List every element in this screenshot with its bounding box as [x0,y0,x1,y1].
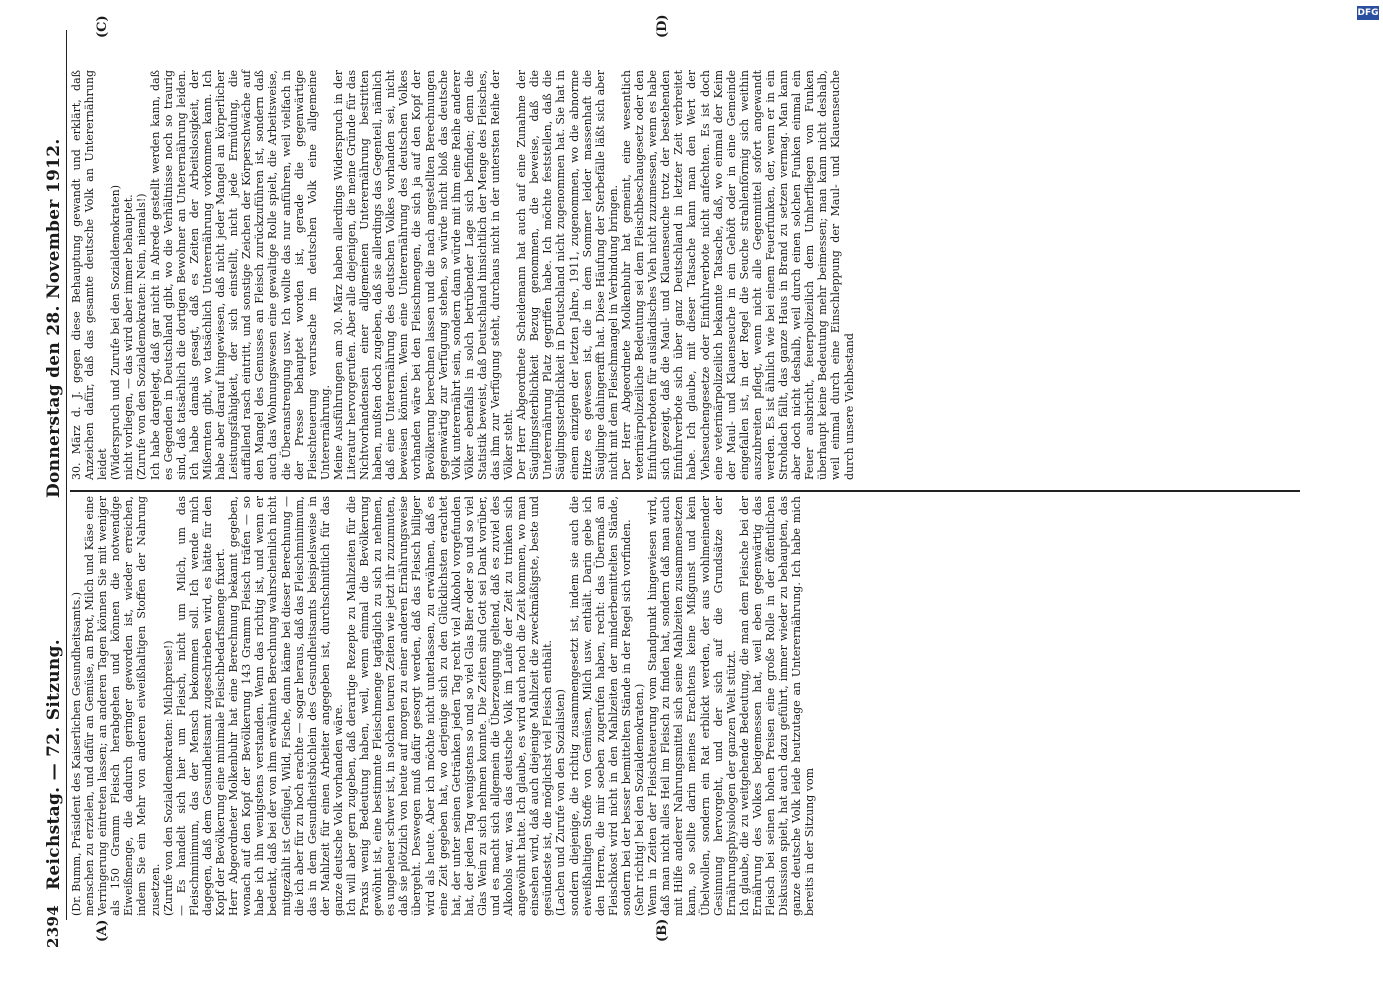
left-column-paragraph: sondern diejenige, die richtig zusammengesetzt ist, indem sie auch die eiweißhaltigen Stoffe von Gemüsen, Milch usw. enthält. Darin gebe ich den Herren, die mir soeben zugerufen haben, recht: das Übermaß an Fleischkost wird nicht in den Mahlzeiten der minderbemittelten Stände, sondern bei der besser bemittelten Stände in der Regel sich vorfinden. [567,496,633,916]
margin-marker-d: (D) [655,14,670,38]
margin-marker-a: (A) [95,919,110,942]
header-left-title: Reichstag. — 72. Sitzung. [44,639,64,890]
right-column-paragraph: Meine Ausführungen am 30. März haben allerdings Widerspruch in der Literatur hervorgerufen. Aber alle diejenigen, die meine Gründe für das Nichtvorhandensein einer allgemeinen Unterernährung bestritten haben, mußten doch zugeben, daß sie allerdings das Gegenteil, nämlich daß eine Unterernährung des deutschen Volkes vorhanden sei, nicht beweisen könnten. Wenn eine Unterernährung des deutschen Volkes vorhanden wäre bei den Fleischmengen, die sich ja auf den Kopf der Bevölkerung berechnen lassen und die nach angestellten Berechnungen gegenwärtig zur Verfügung stehen, so würde nicht bloß das deutsche Volk unterernährt sein, sondern dann würde mit ihm eine Reihe anderer Völker ebenfalls in solch betrübender Lage sich befinden; denn die Statistik beweist, daß Deutschland hinsichtlich der Menge des Fleisches, das ihm zur Verfügung steht, durchaus nicht in der untersten Reihe der Völker steht. [331,70,516,480]
left-column-paragraph: Ich glaube, die zu weitgehende Bedeutung, die man dem Fleische bei der Ernährung des Volkes beigemessen hat, weil eben gegenwärtig das Fleisch bei seinen hohen Preisen eine große Rolle in der öffentlichen Diskussion spielt, hat auch dazu geführt, immer wieder zu behaupten, das ganze deutsche Volk leide heutzutage an Unterernährung. Ich habe mich bereits in der Sitzung vom [737,496,817,916]
right-column-paragraph: Ich habe dargelegt, daß gar nicht in Abrede gestellt werden kann, daß es Gegenden in Deutschland gibt, wo die Verhältnisse noch so traurig sind, daß tatsächlich die dortigen Bewohner an Unterernährung leiden. Ich habe damals gesagt, daß es Zeiten der Arbeitslosigkeit, der Mißernten gibt, wo tatsächlich Unterernährung vorkommen kann. Ich habe aber darauf hingewiesen, daß nicht jeder Mangel an körperlicher Leistungsfähigkeit, der sich einstellt, nicht jede Ermüdung, die auffallend rasch eintritt, und sonstige Zeichen der Körperschwäche auf den Mangel des Genusses an Fleisch zurückzuführen ist, sondern daß auch das Wohnungswesen eine gewaltige Rolle spielt, die Arbeitsweise, die Überanstrengung usw. Ich wollte das nur anführen, weil vielfach in der Presse behauptet worden ist, gerade die gegenwärtige Fleischteuerung verursache im deutschen Volk eine allgemeine Unterernährung. [148,70,332,480]
right-column-paragraph: Der Herr Abgeordnete Molkenbuhr hat gemeint, eine wesentlich veterinärpolizeiliche Bedeutung sei dem Fleischbeschaugesetz oder den Einfuhrverboten für ausländisches Vieh nicht zuzumessen, wenn es habe sich gezeigt, daß die Maul- und Klauenseuche trotz der bestehenden Einfuhrverbote sich über ganz Deutschland in letzter Zeit verbreitet habe. Ich glaube, mit dieser Tatsache kann man den Wert der Viehseuchengesetze oder Einfuhrverbote nicht anfechten. Es ist doch eine veterinärpolizeilich bekannte Tatsache, daß, wo einmal der Keim der Maul- und Klauenseuche in ein Gehöft oder in eine Gemeinde eingefallen ist, in der Regel die Seuche strahlenförmig sich weithin auszubreiten pflegt, wenn nicht alle Gegenmittel sofort angewandt werden. Es ist ähnlich wie bei einem Feuerfunken, der, wenn er in ein Strohdach fällt, das ganze Haus in Brand zu setzen vermag. Man kann aber doch nicht deshalb, weil durch einen solchen Funken einmal ein Feuer ausbricht, feuerpolizeilich dem Umherfliegen von Funken überhaupt keine Bedeutung mehr beimessen; man kann nicht deshalb, weil einmal durch eine Einschleppung der Maul- und Klauenseuche durch unsere Viehbestand [619,70,856,480]
left-column-paragraph: Wenn in Zeiten der Fleischteuerung vom Standpunkt hingewiesen wird, daß man nicht alles Heil im Fleisch zu finden hat, sondern daß man auch mit Hilfe anderer Nahrungsmittel sich seine Mahlzeiten zusammensetzen kann, so sollte darin meines Erachtens keine Mißgunst und kein Übelwollen, sondern ein Rat erblickt werden, der aus wohlmeinender Gesinnung hervorgeht, und der sich auf die Grundsätze der Ernährungsphysiologen der ganzen Welt stützt. [646,496,738,916]
right-column-paragraph: 30. März d. J. gegen diese Behauptung gewandt und erklärt, daß Anzeichen dafür, daß das gesamte deutsche Volk an Unterernährung leidet [70,70,110,480]
left-column-paragraph: menschen zu erzielen, und dafür an Gemüse, an Brot, Milch und Käse eine Verringerung eintreten lassen; an anderen Tagen können Sie mit weniger als 150 Gramm Fleisch herabgehen und können die notwendige Eiweißmenge, die dadurch geringer geworden ist, wieder erreichen, indem Sie ein Mehr von anderen eiweißhaltigen Stoffen der Nahrung zusetzen. [83,496,162,916]
left-column-paragraph: (Lachen und Zurufe von den Sozialisten) [554,689,568,916]
left-column-paragraph: (Sehr richtig! bei den Sozialdemokraten.) [633,683,647,916]
left-column-paragraph: — Es handelt sich hier um Fleisch, nicht um Milch, um das Fleischminimum, das der Mensch bekommen soll. Ich wende mich dagegen, daß dem Gesundheitsamt zugeschrieben wird, es hätte für den Kopf der Bevölkerung eine minimale Fleischbedarfsmenge fixiert. [174,496,228,916]
left-column-paragraph: (Zurufe von den Sozialdemokraten: Milchpreise!) [161,640,175,916]
right-column-paragraph: nicht vorliegen, — das wird aber immer behauptet. [122,194,136,480]
left-text-column [70,496,816,916]
right-column-paragraph: Der Herr Abgeordnete Scheidemann hat auch auf eine Zunahme der Säuglingssterblichkeit Bezug genommen, die beweise, daß die Unterernährung Platz gegriffen habe. Ich möchte feststellen, daß die Säuglingssterblichkeit in Deutschland nicht zugenommen hat. Sie hat in einem einzigen der letzten Jahre, 1911, zugenommen, wo die abnorme Hitze es gewesen ist, die in dem Sommer leider massenhaft die Säuglinge dahingerafft hat. Diese Häufung der Sterbefälle läßt sich aber nicht mit dem Fleischmangel in Verbindung bringen. [515,70,620,480]
left-column-paragraph: Ich will aber gern zugeben, daß derartige Rezepte zu Mahlzeiten für die Praxis wenig Bedeutung haben, weil, wenn einmal die Bevölkerung gewöhnt ist, eine bestimmte Fleischmenge tagtäglich zu sich zu nehmen, es ungeheuer schwer ist, in solchen teuren Zeiten wie jetzt ihr zuzumuten, daß sie plötzlich von heute auf morgen zu einer anderen Ernährungsweise übergeht. Deswegen muß dafür gesorgt werden, daß das Fleisch billiger wird als heute. Aber ich möchte nicht unterlassen, zu erwähnen, daß es eine Zeit gegeben hat, wo derjenige sich zu den Glücklichsten erachtet hat, der unter seinen Getränken jeden Tag recht viel Alkohol vorgefunden hat, der jeden Tag wenigstens so und so viel Glas Bier oder so und so viel Glas Wein zu sich nehmen konnte. Die Zeiten sind Gott sei Dank vorüber, und es macht sich allgemein die Überzeugung geltend, daß es zuviel des Alkohols war, was das deutsche Volk im Laufe der Zeit zu trinken sich angewöhnt hatte. Ich glaube, es wird auch noch die Zeit kommen, wo man einsehen wird, daß auch diejenige Mahlzeit die zweckmäßigste, beste und gesündeste ist, die möglichst viel Fleisch enthält. [344,496,555,916]
right-column-paragraph: (Widerspruch und Zurufe bei den Sozialdemokraten) [109,185,123,480]
column-separator [70,490,1300,492]
dfg-logo: DFG [1357,8,1379,18]
header-rule [66,30,67,920]
right-text-column [70,70,856,480]
header-right-date: Donnerstag den 28. November 1912. [44,138,64,498]
digitization-note [1283,0,1297,500]
margin-marker-b: (B) [655,918,670,942]
right-column-paragraph: (Zurufe von den Sozialdemokraten: Nein, niemals!) [135,193,149,480]
margin-marker-c: (C) [95,15,110,38]
page-number: 2394 [44,905,62,948]
left-column-paragraph: Herr Abgeordneter Molkenbuhr hat eine Berechnung bekannt gegeben, wonach auf den Kopf der Bevölkerung 143 Gramm Fleisch träfen — so habe ich ihn wenigstens verstanden. Wenn das richtig ist, und wenn er bedenkt, daß bei der von ihm erwähnten Berechnung wahrscheinlich nicht mitgezählt ist Geflügel, Wild, Fische, dann käme bei dieser Berechnung — die ich aber für zu hoch erachte — sogar heraus, daß das Fleischminimum, das in dem Gesundheitsbüchlein des Gesundheitsamts beispielsweise in der Mahlzeit für einen Arbeiter angegeben ist, durchschnittlich für das ganze deutsche Volk vorhanden wäre. [227,496,345,916]
left-column-paragraph: (Dr. Bumm, Präsident des Kaiserlichen Gesundheitsamts.) [70,591,83,916]
